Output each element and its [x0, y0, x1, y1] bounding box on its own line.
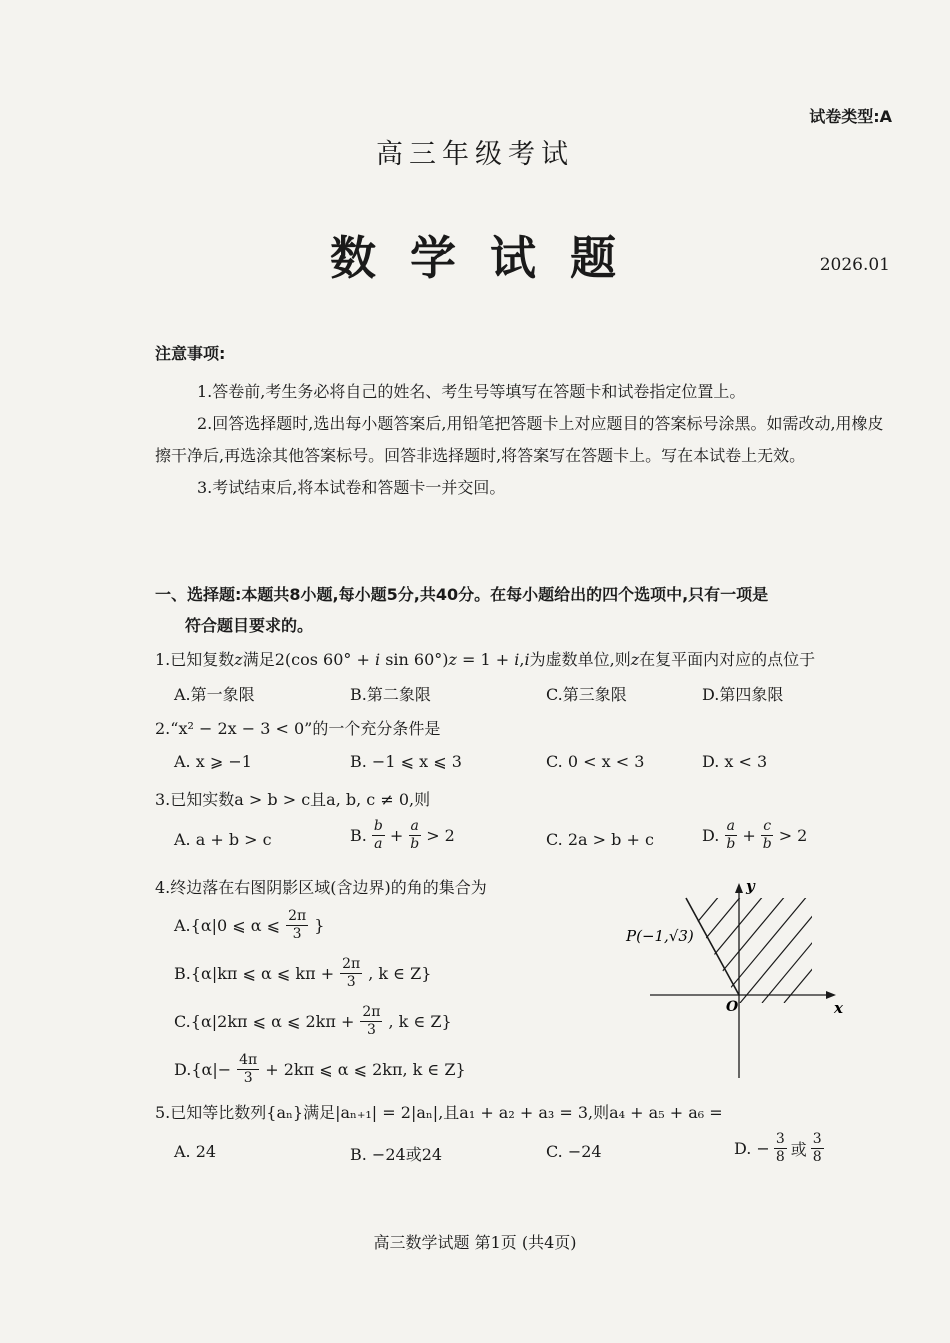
exam-title: 高三年级考试: [376, 139, 574, 170]
page-footer: 高三数学试题 第1页 (共4页): [373, 1233, 577, 1252]
q2-option-d: D. x < 3: [702, 752, 768, 771]
terminal-side-op: [686, 898, 739, 995]
q4-option-b: B.{α|kπ ⩽ α ⩽ kπ + $\frac{2\pi}{3}$ , k ∈ Z}: [174, 956, 432, 990]
q1-option-c: C.第三象限: [546, 685, 627, 704]
q5-option-d: D. − $\frac{3}{8}$ 或 $\frac{3}{8}$: [734, 1131, 822, 1165]
paper-type: 试卷类型:A: [809, 107, 892, 126]
q4-angle-graph: [612, 873, 852, 1085]
q5-option-a: A. 24: [174, 1142, 217, 1161]
q2-option-a: A. x ⩾ −1: [174, 752, 252, 771]
q3-option-c: C. 2a > b + c: [546, 830, 654, 849]
exam-date: 2026.01: [819, 255, 890, 275]
y-axis-label: y: [746, 877, 755, 895]
question-1-stem: 1.已知复数z满足2(cos 60° + i sin 60°)z = 1 + i,i为虚数单位,则z在复平面内对应的点位于: [155, 650, 816, 669]
notice-item-3: 3.考试结束后,将本试卷和答题卡一并交回。: [197, 478, 506, 497]
y-axis-arrow-icon: [735, 883, 743, 893]
origin-label: O: [726, 999, 739, 1015]
notice-item-2: 2.回答选择题时,选出每小题答案后,用铅笔把答题卡上对应题目的答案标号涂黑。如需改动,用橡皮擦干净后,再选涂其他答案标号。回答非选择题时,将答案写在答题卡上。写在本试卷上无效。: [155, 414, 884, 465]
q1-option-b: B.第二象限: [350, 685, 431, 704]
section-1-line-2: 符合题目要求的。: [185, 616, 314, 635]
q3-option-a: A. a + b > c: [174, 830, 272, 849]
q3-option-b: B. $\frac{b}{a}$ + $\frac{a}{b}$ > 2: [350, 818, 455, 852]
notice-item-1: 1.答卷前,考生务必将自己的姓名、考生号等填写在答题卡和试卷指定位置上。: [197, 382, 746, 401]
question-3-stem: 3.已知实数a > b > c且a, b, c ≠ 0,则: [155, 790, 431, 809]
q1-option-a: A.第一象限: [174, 685, 255, 704]
question-5-stem: 5.已知等比数列{aₙ}满足|aₙ₊₁| = 2|aₙ|,且a₁ + a₂ + a₃ = 3,则a₄ + a₅ + a₆ =: [155, 1103, 723, 1122]
q5-option-b: B. −24或24: [350, 1145, 443, 1164]
subject-title: 数学试题: [330, 231, 650, 285]
q5-option-c: C. −24: [546, 1142, 602, 1161]
notice-list: [155, 376, 892, 504]
q2-option-c: C. 0 < x < 3: [546, 752, 645, 771]
point-p-label: P(−1,√3): [626, 927, 694, 945]
section-1-heading: [155, 579, 892, 641]
x-axis-arrow-icon: [826, 991, 836, 999]
q2-option-b: B. −1 ⩽ x ⩽ 3: [350, 752, 462, 771]
q4-option-a: A.{α|0 ⩽ α ⩽ $\frac{2\pi}{3}$ }: [174, 908, 325, 942]
q3-option-d: D. $\frac{a}{b}$ + $\frac{c}{b}$ > 2: [702, 818, 808, 852]
q1-option-d: D.第四象限: [702, 685, 784, 704]
question-2-stem: 2.“x² − 2x − 3 < 0”的一个充分条件是: [155, 719, 441, 738]
x-axis-label: x: [834, 999, 843, 1017]
notice-heading: 注意事项:: [155, 344, 226, 363]
q4-option-d: D.{α|− $\frac{4\pi}{3}$ + 2kπ ⩽ α ⩽ 2kπ, k ∈ Z}: [174, 1052, 466, 1086]
q4-option-c: C.{α|2kπ ⩽ α ⩽ 2kπ + $\frac{2\pi}{3}$ , k ∈ Z}: [174, 1004, 452, 1038]
section-1-line-1: 一、选择题:本题共8小题,每小题5分,共40分。在每小题给出的四个选项中,只有一项是: [155, 585, 769, 604]
question-4-stem: 4.终边落在右图阴影区域(含边界)的角的集合为: [155, 878, 487, 897]
